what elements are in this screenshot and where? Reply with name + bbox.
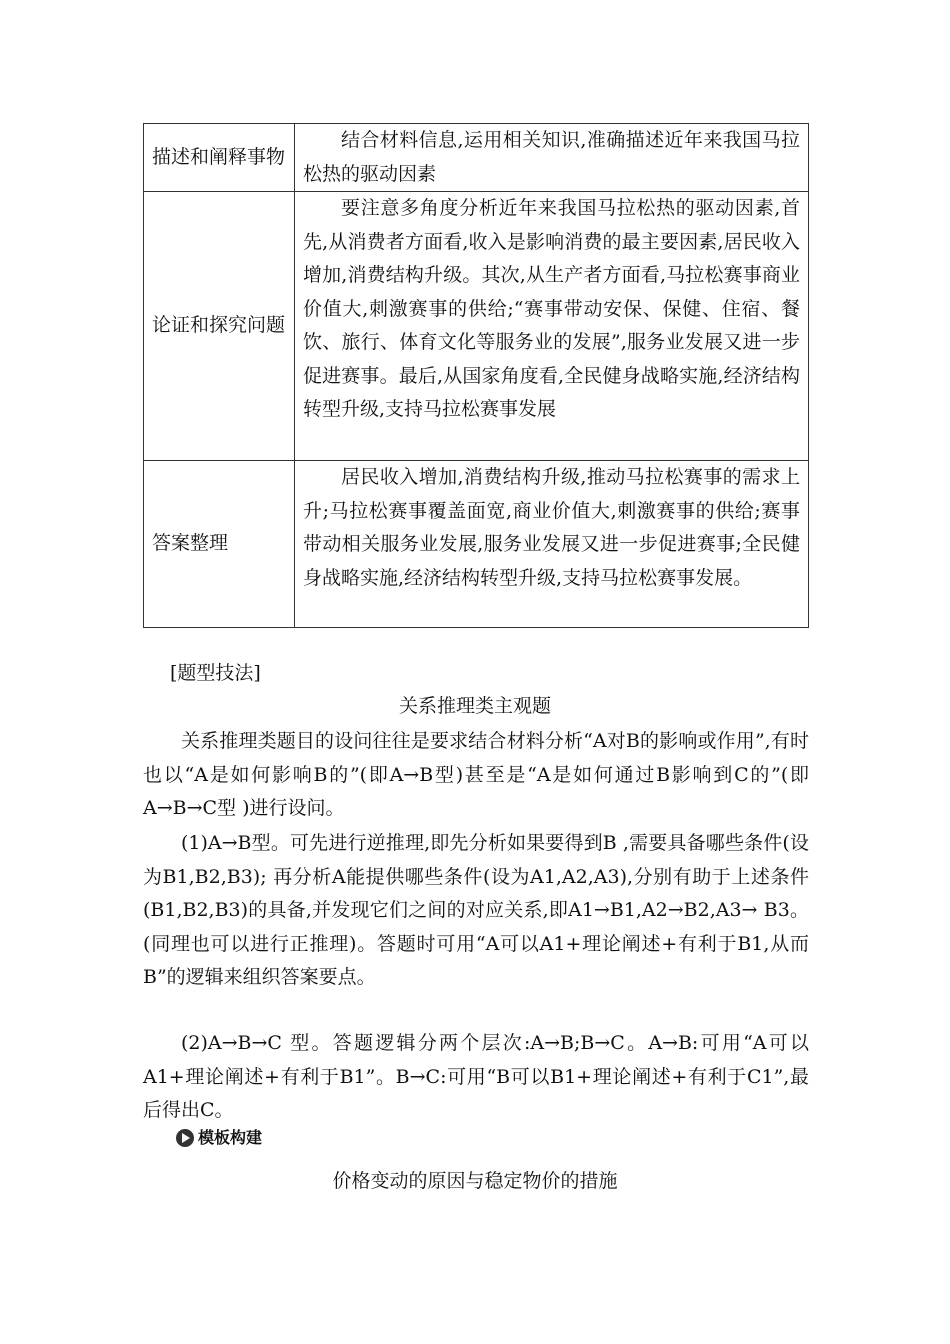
row-content: 居民收入增加,消费结构升级,推动马拉松赛事的需求上升;马拉松赛事覆盖面宽,商业价值大,刺激赛事的供给;赛事带动相关服务业发展,服务业发展又进一步促进赛事;全民健身战略实施,经济结构转型升级,支持马拉松赛事发展。: [295, 461, 809, 628]
paragraph-intro: 关系推理类题目的设问往往是要求结合材料分析“A对B的影响或作用”,有时也以“A是如何影响B的”(即A→B型)甚至是“A是如何通过B影响到C的”(即A→B→C型 )进行设问。: [143, 730, 809, 819]
paragraph-ab-type: (1)A→B型。可先进行逆推理,即先分析如果要得到B ,需要具备哪些条件(设为B1,B2,B3); 再分析A能提供哪些条件(设为A1,A2,A3),分别有助于上述条件(B1,B2,B3)的具备,并发现它们之间的对应关系,即A1→B1,A2→B2,A3→ B3。(同理也可以进行正推理)。答题时可用“A可以A1+理论阐述+有利于B1,从而B”的逻辑来组织答案要点。: [143, 832, 809, 988]
section-tag: [题型技法]: [170, 662, 261, 684]
row-content: 结合材料信息,运用相关知识,准确描述近年来我国马拉松热的驱动因素: [295, 124, 809, 192]
analysis-table: [143, 123, 809, 628]
row-label: 描述和阐释事物: [144, 124, 295, 192]
paragraph-abc-type: (2)A→B→C 型。答题逻辑分两个层次:A→B;B→C。A→B:可用“A可以A1+理论阐述+有利于B1”。B→C:可用“B可以B1+理论阐述+有利于C1”,最后得出C。: [143, 1032, 809, 1121]
badge-label: 模板构建: [198, 1128, 263, 1147]
section-title: 关系推理类主观题: [398, 695, 551, 717]
subheading: 价格变动的原因与稳定物价的措施: [332, 1170, 618, 1192]
row-label: 论证和探究问题: [144, 192, 295, 461]
table-row: [144, 124, 809, 192]
play-icon: [176, 1129, 194, 1147]
template-badge: [176, 1126, 262, 1150]
table-row: [144, 192, 809, 461]
row-content: 要注意多角度分析近年来我国马拉松热的驱动因素,首先,从消费者方面看,收入是影响消费的最主要因素,居民收入增加,消费结构升级。其次,从生产者方面看,马拉松赛事商业价值大,刺激赛事的供给;“赛事带动安保、保健、住宿、餐饮、旅行、体育文化等服务业的发展”,服务业发展又进一步促进赛事。最后,从国家角度看,全民健身战略实施,经济结构转型升级,支持马拉松赛事发展: [295, 192, 809, 461]
table-row: [144, 461, 809, 628]
row-label: 答案整理: [144, 461, 295, 628]
